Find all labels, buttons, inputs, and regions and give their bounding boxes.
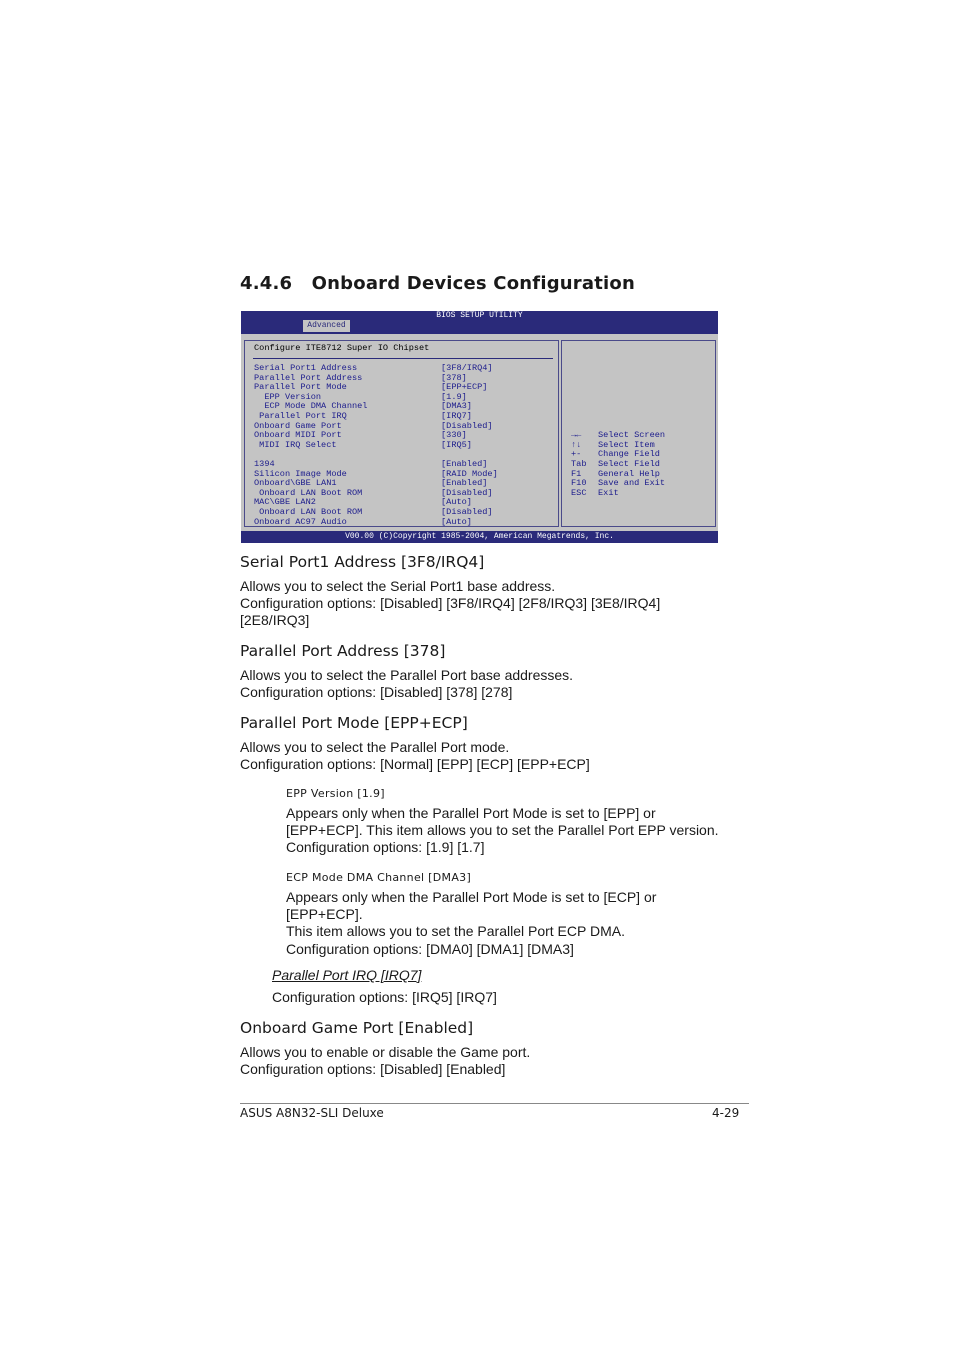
bios-help-desc: Select Screen	[598, 430, 666, 441]
parallel-mode-desc: Allows you to select the Parallel Port mode.	[240, 739, 510, 755]
footer-page-number: 4-29	[712, 1106, 740, 1120]
section-title: Onboard Devices Configuration	[311, 273, 635, 294]
bios-item-value[interactable]: [1.9]	[441, 391, 467, 402]
ecp-dma-desc-2: [EPP+ECP].	[286, 906, 363, 922]
section-heading	[240, 273, 635, 294]
parallel-irq-heading: Parallel Port IRQ [IRQ7]	[272, 967, 422, 983]
bios-item-label[interactable]: Parallel Port IRQ	[254, 411, 347, 421]
bios-item-label[interactable]: MAC\GBE LAN2	[254, 497, 316, 508]
ecp-dma-desc-3: This item allows you to set the Parallel Port ECP DMA.	[286, 923, 625, 939]
bios-help-key: ESC	[571, 487, 587, 498]
bios-item-value[interactable]: [Disabled]	[441, 420, 493, 431]
bios-help-desc: Exit	[598, 487, 619, 498]
bios-item-value[interactable]: [3F8/IRQ4]	[441, 363, 493, 373]
bios-item-value[interactable]: [DMA3]	[441, 401, 472, 412]
ecp-dma-options: Configuration options: [DMA0] [DMA1] [DMA3]	[286, 941, 574, 957]
bios-item-value[interactable]: [330]	[441, 430, 467, 441]
epp-version-desc-2: [EPP+ECP]. This item allows you to set the Parallel Port EPP version.	[286, 822, 719, 838]
bios-item-value[interactable]: [378]	[441, 372, 467, 383]
ecp-dma-desc-1: Appears only when the Parallel Port Mode is set to [ECP] or	[286, 889, 657, 905]
bios-item-value[interactable]: [IRQ5]	[441, 439, 472, 450]
bios-item-label[interactable]: Onboard LAN Boot ROM	[254, 487, 363, 498]
bios-title: BIOS SETUP UTILITY	[436, 311, 523, 320]
bios-help-desc: Save and Exit	[598, 478, 666, 489]
bios-item-label[interactable]: Parallel Port Mode	[254, 382, 347, 393]
bios-item-label[interactable]: MIDI IRQ Select	[254, 439, 337, 450]
bios-item-value[interactable]: [Enabled]	[441, 459, 488, 469]
bios-item-label[interactable]: Onboard AC97 Audio	[254, 516, 347, 527]
game-port-options: Configuration options: [Disabled] [Enabled]	[240, 1061, 506, 1077]
bios-help-key: +-	[571, 449, 582, 460]
game-port-heading: Onboard Game Port [Enabled]	[240, 1019, 474, 1037]
bios-heading-rule	[253, 358, 553, 359]
bios-help-key: →←	[571, 430, 582, 441]
bios-item-value[interactable]: [RAID Mode]	[441, 468, 498, 479]
parallel-address-heading: Parallel Port Address [378]	[240, 642, 446, 660]
bios-item-label[interactable]: EPP Version	[254, 391, 322, 402]
bios-item-value[interactable]: [Enabled]	[441, 478, 488, 489]
bios-header-bar	[241, 311, 718, 334]
bios-help-key: F1	[571, 468, 582, 479]
bios-item-label[interactable]: Serial Port1 Address	[254, 363, 358, 373]
bios-item-label[interactable]: 1394	[254, 459, 275, 469]
serial-port-options-cont: [2E8/IRQ3]	[240, 612, 310, 628]
parallel-address-options: Configuration options: [Disabled] [378] [278]	[240, 684, 513, 700]
bios-item-value[interactable]: [Auto]	[441, 497, 472, 508]
bios-help-desc: Select Field	[598, 459, 660, 469]
parallel-mode-options: Configuration options: [Normal] [EPP] [ECP] [EPP+ECP]	[240, 756, 590, 772]
ecp-dma-heading: ECP Mode DMA Channel [DMA3]	[286, 871, 472, 884]
parallel-mode-heading: Parallel Port Mode [EPP+ECP]	[240, 714, 468, 732]
bios-help-desc: General Help	[598, 468, 660, 479]
epp-version-options: Configuration options: [1.9] [1.7]	[286, 839, 485, 855]
serial-port-heading: Serial Port1 Address [3F8/IRQ4]	[240, 553, 485, 571]
section-number: 4.4.6	[240, 273, 293, 294]
parallel-address-desc: Allows you to select the Parallel Port base addresses.	[240, 667, 574, 683]
bios-item-label[interactable]: Onboard\GBE LAN1	[254, 478, 337, 489]
bios-item-value[interactable]: [Auto]	[441, 516, 472, 527]
bios-item-value[interactable]: [IRQ7]	[441, 411, 472, 421]
bios-help-key: F10	[571, 478, 587, 489]
epp-version-heading: EPP Version [1.9]	[286, 787, 385, 800]
bios-screenshot	[241, 311, 718, 543]
serial-port-options: Configuration options: [Disabled] [3F8/IRQ4] [2F8/IRQ3] [3E8/IRQ4]	[240, 595, 661, 611]
bios-item-label[interactable]: Onboard LAN Boot ROM	[254, 507, 363, 517]
bios-help-key: ↑↓	[571, 439, 582, 450]
bios-footer-copyright: V00.00 (C)Copyright 1985-2004, American Megatrends, Inc.	[241, 531, 718, 543]
bios-item-value[interactable]: [Disabled]	[441, 507, 493, 517]
bios-item-label[interactable]: Silicon Image Mode	[254, 468, 347, 479]
bios-item-label[interactable]: Onboard Game Port	[254, 420, 342, 431]
game-port-desc: Allows you to enable or disable the Game port.	[240, 1044, 531, 1060]
bios-item-value[interactable]: [Disabled]	[441, 487, 493, 498]
bios-item-label[interactable]: Onboard MIDI Port	[254, 430, 342, 441]
bios-menu-heading: Configure ITE8712 Super IO Chipset	[254, 343, 430, 353]
bios-help-desc: Change Field	[598, 449, 660, 460]
bios-help-key: Tab	[571, 459, 587, 469]
footer-product: ASUS A8N32-SLI Deluxe	[240, 1106, 384, 1120]
bios-tab-advanced[interactable]: Advanced	[303, 320, 350, 332]
bios-item-label[interactable]: Parallel Port Address	[254, 372, 363, 383]
footer-rule	[240, 1103, 749, 1104]
bios-item-value[interactable]: [EPP+ECP]	[441, 382, 488, 393]
parallel-irq-options: Configuration options: [IRQ5] [IRQ7]	[272, 989, 497, 1005]
epp-version-desc-1: Appears only when the Parallel Port Mode is set to [EPP] or	[286, 805, 656, 821]
serial-port-desc: Allows you to select the Serial Port1 base address.	[240, 578, 556, 594]
bios-item-label[interactable]: ECP Mode DMA Channel	[254, 401, 368, 412]
bios-help-desc: Select Item	[598, 439, 655, 450]
